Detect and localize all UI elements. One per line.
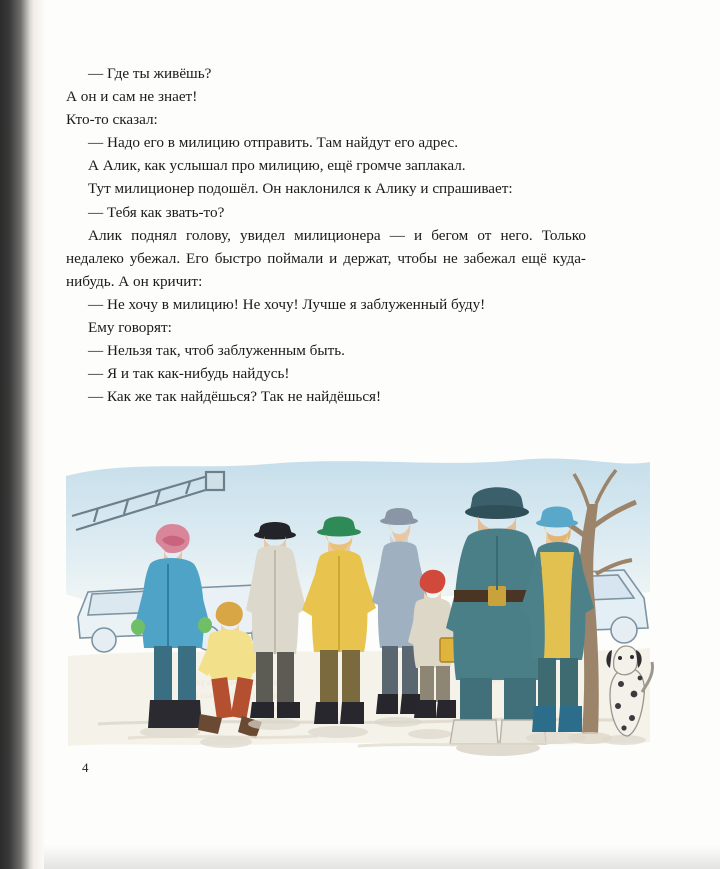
illustration xyxy=(58,442,658,772)
body-text xyxy=(66,62,586,408)
text-line: — Я и так как-нибудь найдусь! xyxy=(88,365,290,383)
text-line: — Надо его в милицию отправить. Там найдут его адрес. xyxy=(88,134,459,152)
text-line: А он и сам не знает! xyxy=(66,88,198,106)
text-line: Тут милиционер подошёл. Он наклонился к Алику и спрашивает: xyxy=(88,180,513,198)
book-binding-gutter xyxy=(0,0,34,869)
text-line: — Как же так найдёшься? Так не найдёшься! xyxy=(88,388,382,406)
page-edge xyxy=(34,0,44,869)
text-line: — Не хочу в милицию! Не хочу! Лучше я заблуженный буду! xyxy=(88,295,486,313)
page-number: 4 xyxy=(82,760,89,775)
text-line: — Тебя как звать-то? xyxy=(88,203,225,221)
text-line: Ему говорят: xyxy=(88,319,172,337)
text-line: — Где ты живёшь? xyxy=(88,65,212,82)
text-paragraph: Алик поднял голову, увидел милиционера — и бегом от него. Только недалеко убежал. Его быстро поймали и держат, чтобы не забежал ещё куда-нибудь. А он кричит: xyxy=(66,226,586,290)
text-line: А Алик, как услышал про милицию, ещё громче заплакал. xyxy=(88,157,466,175)
text-line: Кто-то сказал: xyxy=(66,111,158,129)
text-line: — Нельзя так, чтоб заблуженным быть. xyxy=(88,342,345,360)
ground-stroke xyxy=(128,736,318,738)
